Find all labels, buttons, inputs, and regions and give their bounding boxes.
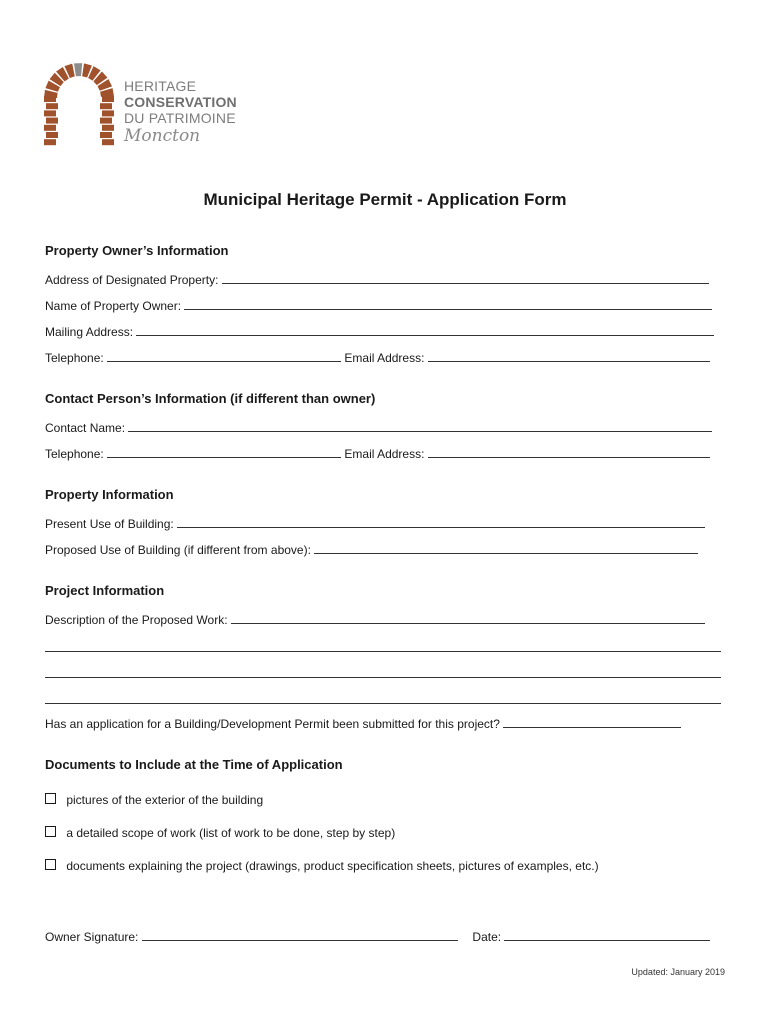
owner-name-field[interactable] (184, 297, 712, 310)
document-item-explaining-label: documents explaining the project (drawings, product specification sheets, pictures of examples, etc.) (66, 859, 599, 873)
owner-address-row (45, 271, 709, 288)
arch-logo-icon (44, 62, 116, 148)
form-title: Municipal Heritage Permit - Application Form (203, 190, 567, 209)
owner-email-field[interactable] (428, 349, 710, 362)
signature-row (45, 928, 710, 945)
arch-left-brick (44, 125, 56, 131)
documents-section-heading: Documents to Include at the Time of Application (45, 757, 343, 772)
owner-contact-row (45, 349, 710, 366)
property-section-heading: Property Information (45, 487, 174, 502)
heritage-logo (44, 62, 254, 162)
proposed-use-label: Proposed Use of Building (if different from above): (45, 543, 311, 557)
owner-mailing-label: Mailing Address: (45, 325, 134, 339)
logo-text (124, 78, 237, 144)
logo-line-conservation: CONSERVATION (124, 94, 237, 110)
logo-script-moncton: Moncton (124, 126, 201, 146)
date-field[interactable] (504, 928, 710, 941)
arch-left-brick (44, 139, 56, 145)
contact-email-field[interactable] (428, 445, 710, 458)
contact-email-label: Email Address: (344, 447, 425, 461)
arch-right-brick (100, 132, 112, 138)
contact-name-field[interactable] (128, 419, 712, 432)
checkbox-scope-of-work[interactable] (45, 826, 56, 837)
arch-right-brick (100, 118, 112, 124)
logo-line-heritage: HERITAGE (124, 78, 197, 94)
present-use-label: Present Use of Building: (45, 517, 174, 531)
document-item-scope (45, 825, 395, 841)
owner-email-label: Email Address: (344, 351, 425, 365)
description-field[interactable] (231, 611, 705, 624)
arch-left-brick (46, 132, 58, 138)
owner-telephone-field[interactable] (107, 349, 341, 362)
arch-keystone (74, 63, 82, 76)
owner-mailing-row (45, 323, 714, 340)
document-item-scope-label: a detailed scope of work (list of work to be done, step by step) (66, 826, 396, 840)
owner-name-label: Name of Property Owner: (45, 299, 182, 313)
checkbox-explaining-documents[interactable] (45, 859, 56, 870)
updated-note: Updated: January 2019 (631, 967, 725, 977)
permit-question-field[interactable] (503, 715, 681, 728)
present-use-row (45, 515, 705, 532)
owner-mailing-field[interactable] (136, 323, 714, 336)
proposed-use-row (45, 541, 698, 558)
description-label: Description of the Proposed Work: (45, 613, 228, 627)
description-line-4[interactable] (45, 703, 721, 704)
checkbox-exterior-pictures[interactable] (45, 793, 56, 804)
arch-right-brick (102, 110, 114, 116)
owner-name-row (45, 297, 712, 314)
owner-section-heading: Property Owner’s Information (45, 243, 229, 258)
document-item-exterior-label: pictures of the exterior of the building (66, 793, 264, 807)
owner-telephone-label: Telephone: (45, 351, 104, 365)
contact-telephone-field[interactable] (107, 445, 341, 458)
proposed-use-field[interactable] (314, 541, 698, 554)
arch-right-brick (102, 139, 114, 145)
description-line-3[interactable] (45, 677, 721, 678)
owner-address-field[interactable] (222, 271, 709, 284)
owner-signature-label: Owner Signature: (45, 930, 139, 944)
description-line-2[interactable] (45, 651, 721, 652)
permit-question-row (45, 715, 681, 732)
arch-left-brick (46, 103, 58, 109)
document-item-explaining (45, 858, 599, 874)
document-item-exterior (45, 792, 263, 808)
arch-left-brick (46, 118, 58, 124)
contact-section-heading: Contact Person’s Information (if different than owner) (45, 391, 376, 406)
arch-left-brick (44, 110, 56, 116)
description-row (45, 611, 705, 628)
contact-telephone-label: Telephone: (45, 447, 104, 461)
contact-name-row (45, 419, 712, 436)
owner-address-label: Address of Designated Property: (45, 273, 219, 287)
arch-right-brick (102, 125, 114, 131)
date-label: Date: (472, 930, 502, 944)
owner-signature-field[interactable] (142, 928, 458, 941)
contact-contact-row (45, 445, 710, 462)
project-section-heading: Project Information (45, 583, 165, 598)
arch-right-brick (102, 96, 114, 102)
present-use-field[interactable] (177, 515, 705, 528)
permit-question-label: Has an application for a Building/Development Permit been submitted for this project? (45, 717, 500, 731)
arch-right-brick (100, 103, 112, 109)
contact-name-label: Contact Name: (45, 421, 126, 435)
logo-line-patrimoine: DU PATRIMOINE (124, 110, 236, 126)
